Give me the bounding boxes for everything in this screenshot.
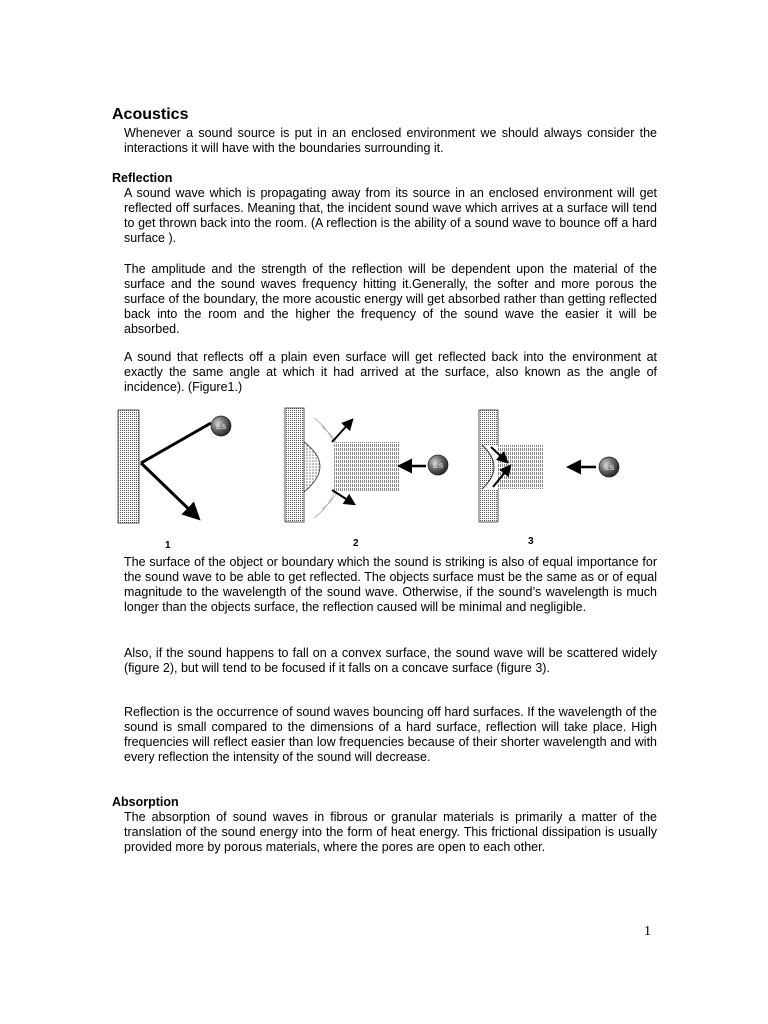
- reflected-ray-1: [141, 463, 198, 518]
- reflection-paragraph-6: Reflection is the occurrence of sound waves bouncing off hard surfaces. If the wavelength of the sound is small compared to the dimensions of a hard surface, reflection will take place. High frequencies will reflect easier than low frequencies because of their shorter wavelength and with every reflection the intensity of the sound will decrease.: [124, 705, 657, 764]
- reflection-diagrams-svg: [108, 400, 648, 555]
- figure-1-plain-reflection: [118, 410, 231, 551]
- reflection-paragraph-5: Also, if the sound happens to fall on a convex surface, the sound wave will be scattered widely (figure 2), but will tend to be focused if it falls on a concave surface (figure 3).: [124, 646, 657, 675]
- sound-source-label-2: S.S: [432, 463, 444, 470]
- page-number: 1: [644, 924, 651, 939]
- wall-1: [118, 410, 139, 523]
- incident-ray-1: [141, 423, 211, 463]
- incident-wave-3: [498, 445, 544, 489]
- figure-label-2: 2: [353, 538, 359, 549]
- wall-2: [285, 408, 304, 522]
- sound-source-label-1: S.S: [215, 424, 227, 431]
- reflection-paragraph-3: A sound that reflects off a plain even surface will get reflected back into the environment at exactly the same angle at which it had arrived at the surface, also known as the angle of incidence). (Figure1.): [124, 350, 657, 394]
- figure-label-1: 1: [165, 540, 171, 551]
- reflection-paragraph-4: The surface of the object or boundary which the sound is striking is also of equal importance for the sound wave to be able to get reflected. The objects surface must be the same as or of equal magnitude to the wavelength of the sound wave. Otherwise, if the sound’s wavelength is much longer than the objects surface, the reflection caused will be minimal and negligible.: [124, 555, 657, 614]
- figure-3-concave-focus: [479, 410, 619, 547]
- reflection-paragraph-2: The amplitude and the strength of the reflection will be dependent upon the material of the surface and the sound waves frequency hitting it.Generally, the softer and more porous the surface of the boundary, the more acoustic energy will get absorbed rather than getting reflected back into the room and the higher the frequency of the sound wave the easier it will be absorbed.: [124, 262, 657, 336]
- scatter-ray-2b: [332, 490, 354, 504]
- reflection-paragraph-1: A sound wave which is propagating away from its source in an enclosed environment will get reflected off surfaces. Meaning that, the incident sound wave which arrives at a surface will tend to get thrown back into the room. (A reflection is the ability of a sound wave to bounce off a hard surface ).: [124, 186, 657, 245]
- scatter-ray-2a: [332, 420, 352, 442]
- absorption-heading: Absorption: [112, 795, 179, 809]
- sound-source-label-3: S.S: [603, 465, 615, 472]
- intro-paragraph: Whenever a sound source is put in an enclosed environment we should always consider the interactions it will have with the boundaries surrounding it.: [124, 126, 657, 155]
- reflection-figure: [108, 400, 648, 555]
- absorption-paragraph-1: The absorption of sound waves in fibrous or granular materials is primarily a matter of the translation of the sound energy into the form of heat energy. This frictional dissipation is usually provided more by porous materials, where the pores are open to each other.: [124, 810, 657, 854]
- figure-label-3: 3: [528, 536, 534, 547]
- reflection-heading: Reflection: [112, 171, 173, 185]
- figure-2-convex-scatter: [285, 408, 448, 549]
- page-title: Acoustics: [112, 106, 189, 123]
- incident-wave-2: [333, 442, 399, 492]
- convex-surface-2: [304, 442, 320, 492]
